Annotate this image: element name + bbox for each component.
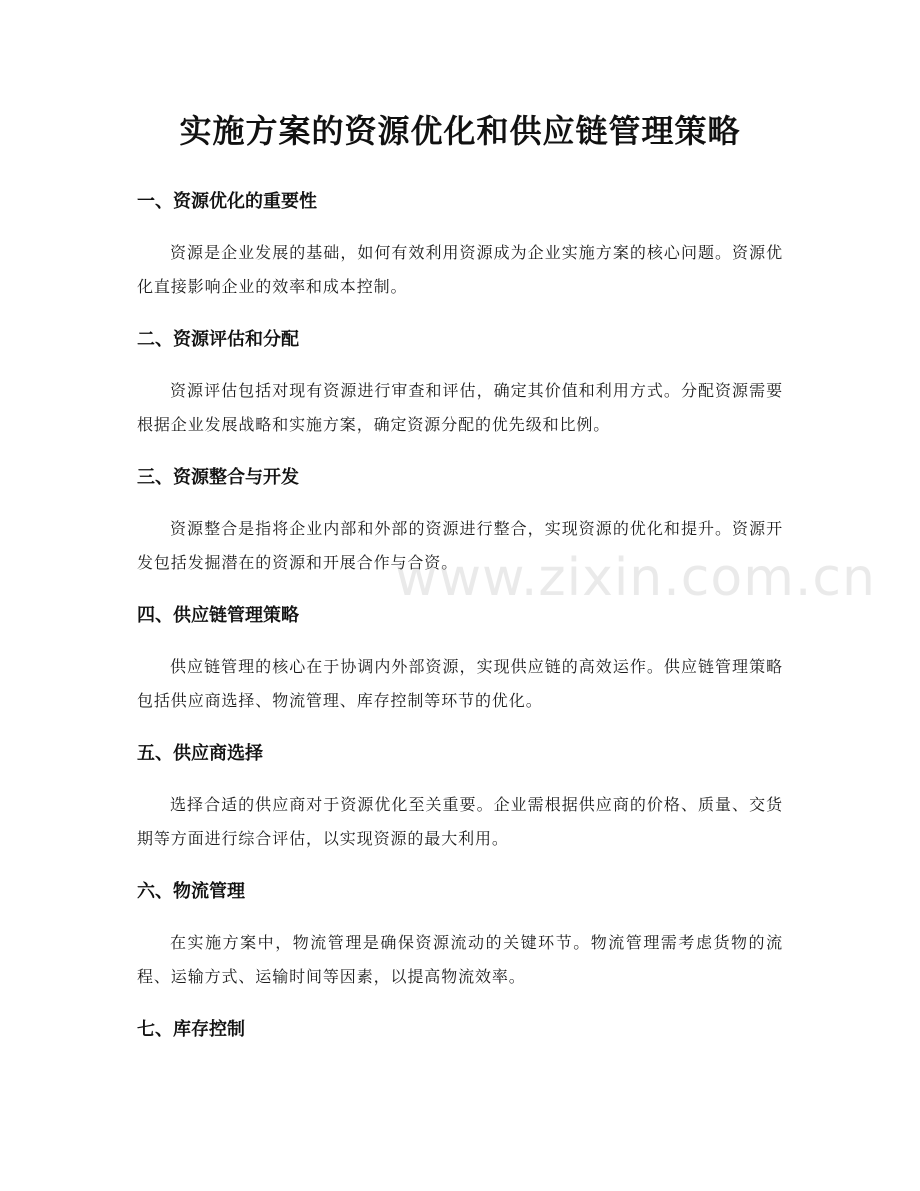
section-paragraph-1: 资源是企业发展的基础，如何有效利用资源成为企业实施方案的核心问题。资源优化直接影响企业的效率和成本控制。	[137, 243, 783, 296]
section-paragraph-5: 选择合适的供应商对于资源优化至关重要。企业需根据供应商的价格、质量、交货期等方面进行综合评估，以实现资源的最大利用。	[137, 795, 783, 848]
section-paragraph-3: 资源整合是指将企业内部和外部的资源进行整合，实现资源的优化和提升。资源开发包括发掘潜在的资源和开展合作与合资。	[137, 519, 783, 572]
section-paragraph-2: 资源评估包括对现有资源进行审查和评估，确定其价值和利用方式。分配资源需要根据企业发展战略和实施方案，确定资源分配的优先级和比例。	[137, 381, 783, 434]
section-paragraph-4: 供应链管理的核心在于协调内外部资源，实现供应链的高效运作。供应链管理策略包括供应商选择、物流管理、库存控制等环节的优化。	[137, 657, 783, 710]
section-heading-6: 六、物流管理	[137, 881, 245, 902]
section-heading-3: 三、资源整合与开发	[137, 467, 299, 488]
watermark: www.zixin.com.cn	[395, 548, 876, 608]
section-heading-5: 五、供应商选择	[137, 743, 263, 764]
section-paragraph-6: 在实施方案中，物流管理是确保资源流动的关键环节。物流管理需考虑货物的流程、运输方式、运输时间等因素，以提高物流效率。	[137, 933, 783, 986]
page-title: 实施方案的资源优化和供应链管理策略	[179, 112, 741, 150]
section-heading-1: 一、资源优化的重要性	[137, 191, 317, 212]
section-heading-7: 七、库存控制	[137, 1019, 245, 1040]
section-heading-2: 二、资源评估和分配	[137, 329, 299, 350]
section-heading-4: 四、供应链管理策略	[137, 605, 299, 626]
